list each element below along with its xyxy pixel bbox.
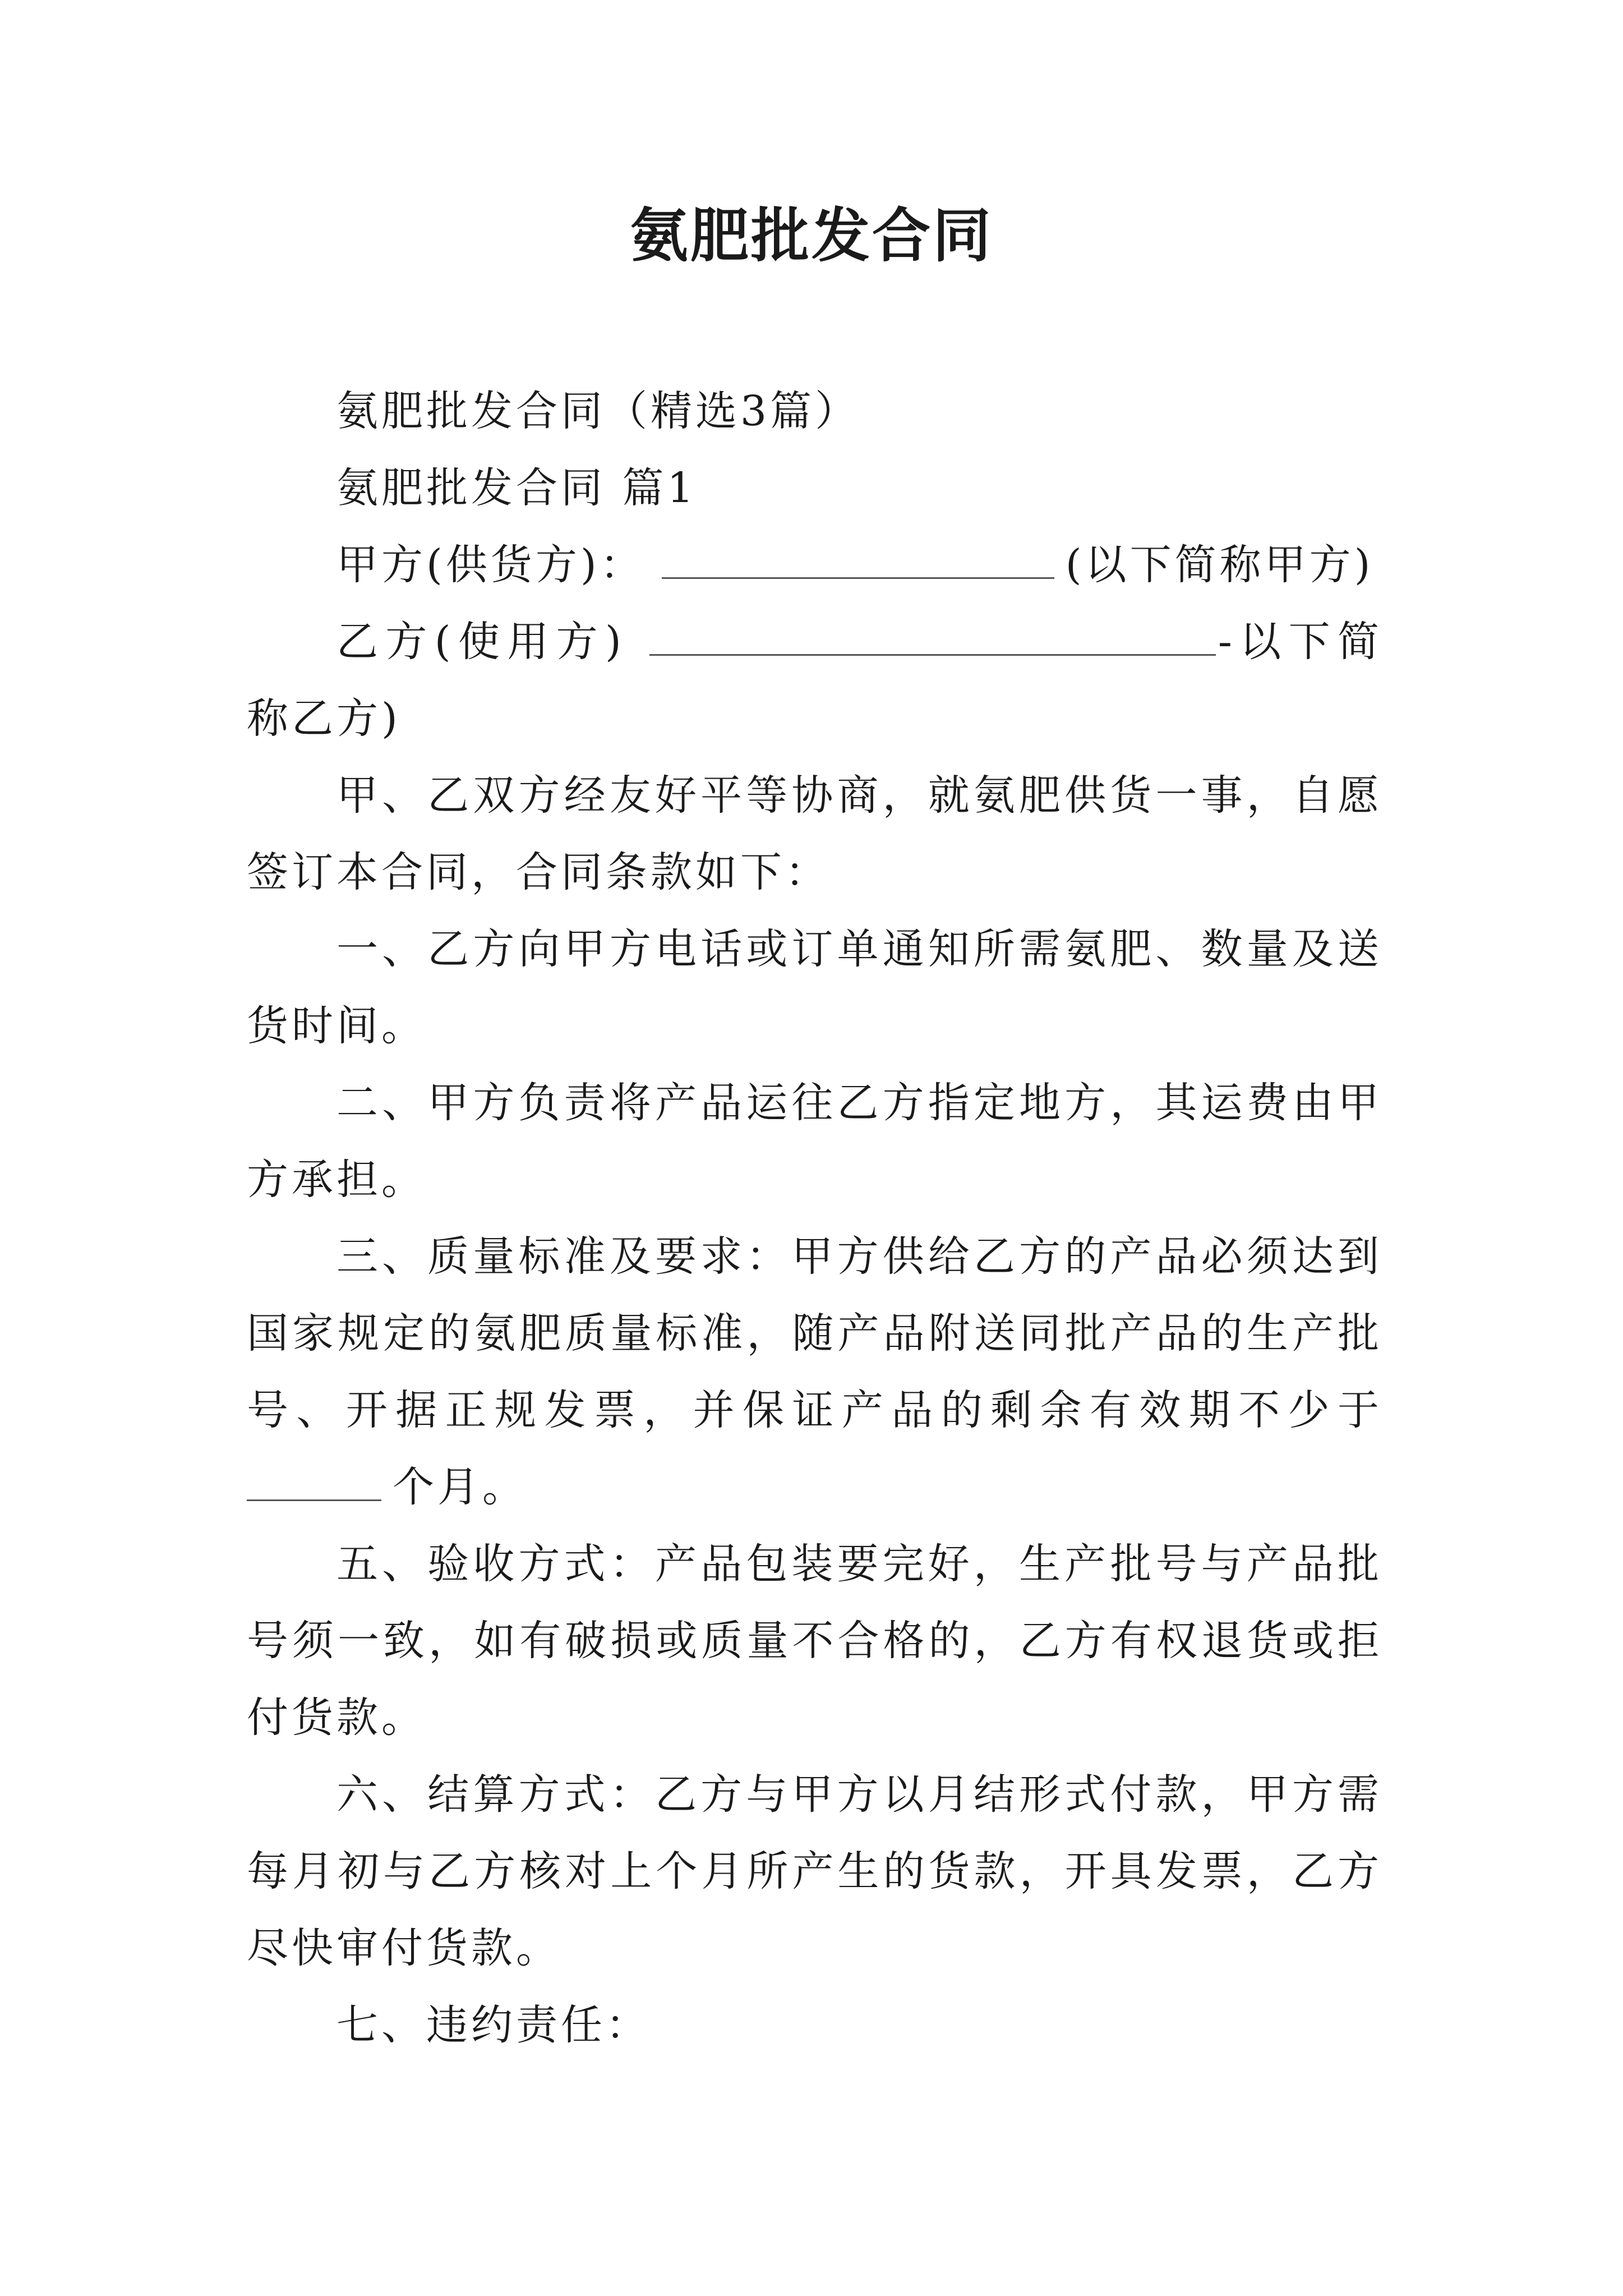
party-b-line [247, 604, 1382, 757]
clause-5: 五、验收方式：产品包装要完好，生产批号与产品批号须一致，如有破损或质量不合格的，乙方有权退货或拒付货款。 [247, 1540, 1382, 1742]
clause-3-text: 三、质量标准及要求：甲方供给乙方的产品必须达到国家规定的氨肥质量标准，随产品附送同批产品的生产批号、开据正规发票，并保证产品的剩余有效期不少于 [247, 1232, 1382, 1434]
clause-3-blank [247, 1459, 381, 1501]
document-title: 氨肥批发合同 [629, 201, 993, 270]
clause-2: 二、甲方负责将产品运往乙方指定地方，其运费由甲方承担。 [247, 1079, 1382, 1204]
document-body [247, 373, 1382, 2064]
clause-1: 一、乙方向甲方电话或订单通知所需氨肥、数量及送货时间。 [247, 925, 1382, 1050]
party-a-label: 甲方(供货方)： [336, 541, 645, 589]
subtitle-paragraph: 氨肥批发合同（精选3篇） [336, 387, 860, 435]
party-a-suffix: (以下简称甲方) [1065, 541, 1374, 589]
clause-7: 七、违约责任： [336, 2001, 651, 2049]
section-heading: 氨肥批发合同 篇1 [336, 464, 697, 512]
party-b-label: 乙方(使用方) [336, 618, 625, 666]
party-b-blank [649, 614, 1216, 656]
party-b-suffix: -以下简称乙方) [247, 618, 1382, 743]
clause-6: 六、结算方式：乙方与甲方以月结形式付款，甲方需每月初与乙方核对上个月所产生的货款，开具发票，乙方尽快审付货款。 [247, 1770, 1382, 1972]
clause-3 [247, 1218, 1382, 1526]
intro-paragraph: 甲、乙双方经友好平等协商，就氨肥供货一事，自愿签订本合同，合同条款如下： [247, 771, 1382, 896]
clause-3-suffix: 个月。 [393, 1463, 527, 1511]
party-a-line [247, 527, 1382, 604]
party-a-blank [662, 537, 1054, 579]
